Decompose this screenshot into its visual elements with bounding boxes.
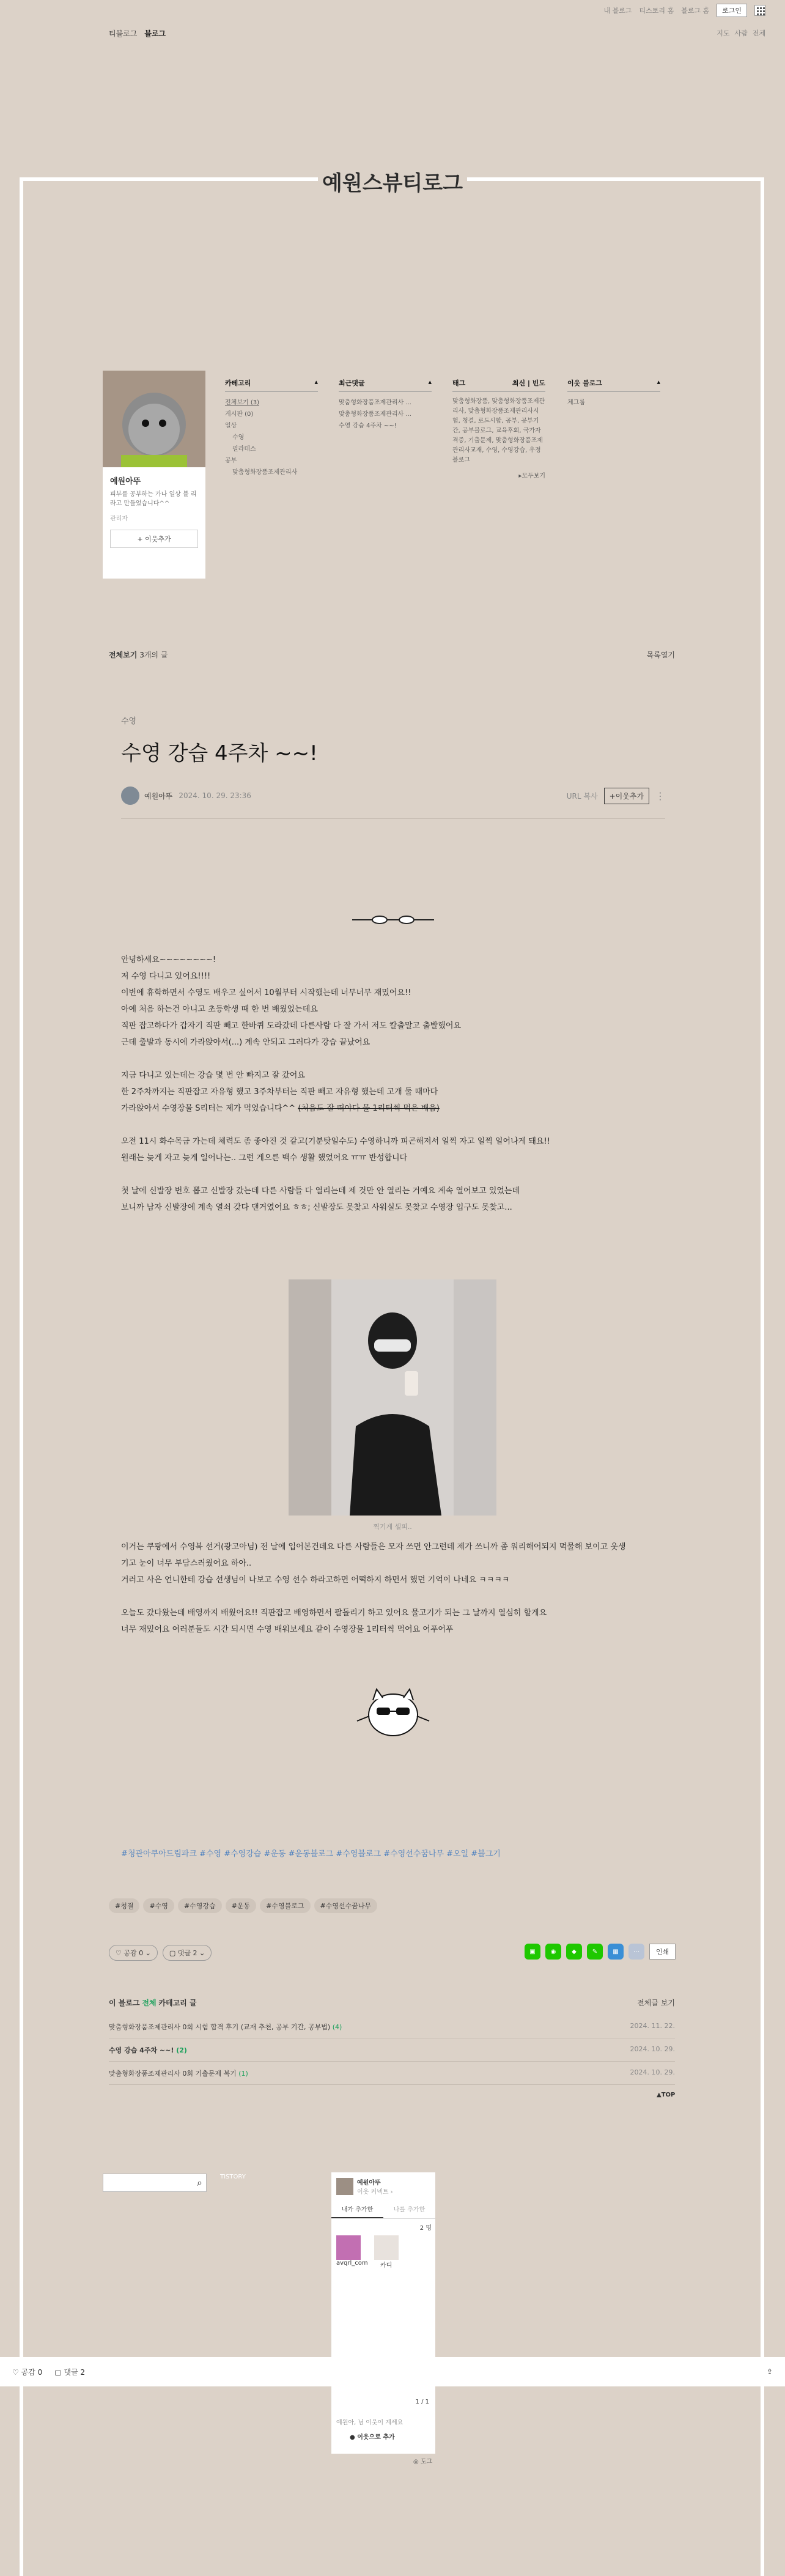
search-icon[interactable]: ⌕ — [197, 2177, 202, 2188]
related-header — [109, 1997, 675, 2008]
tag-cloud[interactable]: 맞춤형화장품, 맞춤형화장품조제관리사, 맞춤형화장품조제관리사시험, 청결, 로드시합, 공부, 공부기간, 공부블로그, 교육후회, 국가자격증, 기출문제, 맞춤형화장품조제관리사교재, 수영, 수영강습, 우정블로그 — [452, 398, 545, 464]
gnb-people[interactable]: 사람 — [734, 29, 748, 37]
comment-button[interactable]: ▢ 댓글 2 ⌄ — [163, 1945, 212, 1961]
panel-add-label: 이웃으로 추가 — [357, 2434, 395, 2441]
gnb-link-my-blog[interactable]: 내 블로그 — [603, 7, 632, 15]
category-widget — [225, 378, 318, 478]
post-paragraph: 지금 다니고 있는데는 강습 몇 번 안 빠지고 잘 갔어요 — [121, 1071, 305, 1080]
post-paragraph — [121, 1117, 665, 1133]
related-row-date: 2024. 10. 29. — [630, 2068, 675, 2076]
post-paragraph — [121, 1166, 665, 1183]
profile-admin-link[interactable]: 관리자 — [110, 516, 128, 522]
share-cafe-icon[interactable]: ◉ — [545, 1944, 561, 1960]
panel-pagination[interactable]: 1 / 1 — [415, 2399, 429, 2405]
more-menu-icon[interactable]: ⋮ — [655, 790, 665, 802]
post-list-header — [109, 650, 675, 660]
gnb-all[interactable]: 전체 — [752, 29, 765, 37]
related-row-title[interactable]: 맞춤형화장품조제관리사 0회 기출문제 복기 — [109, 2070, 237, 2078]
recent-item[interactable]: 맞춤형화장품조제관리사 ... — [339, 399, 411, 406]
comment-icon: ▢ — [54, 2367, 62, 2377]
post-date: 2024. 10. 29. 23:36 — [179, 791, 251, 800]
category-item[interactable]: 공부 — [225, 457, 237, 464]
panel-name[interactable]: 예원아뚜 — [357, 2180, 381, 2186]
post-paragraph: 오늘도 갔다왔는데 배영까지 배웠어요!! 직판잡고 배영하면서 팔돌리기 하고 있어요 물고기가 되는 그 날까지 열심히 할게요 — [121, 1608, 547, 1618]
tag-sort[interactable]: 최신 | 빈도 — [512, 379, 545, 387]
comment-icon: ▢ — [169, 1949, 176, 1957]
post-paragraph: 가라앉아서 수영장물 S리터는 제가 먹었습니다^^ — [121, 1104, 296, 1113]
recent-comments-widget — [339, 378, 432, 432]
post-paragraph: 이번에 휴학하면서 수영도 배우고 싶어서 10월부터 시작했는데 너무너무 재밌어요!! — [121, 988, 411, 997]
post-paragraph: 저 수영 다니고 있어요!!!! — [121, 972, 211, 981]
category-item[interactable]: 전체보기 (3) — [225, 399, 259, 406]
bottom-comment-button[interactable] — [54, 2367, 85, 2377]
share-band-icon[interactable]: ▣ — [525, 1944, 540, 1960]
neighbor-thumb[interactable] — [336, 2235, 361, 2260]
category-item[interactable]: 일상 — [225, 423, 237, 429]
neighbor-panel — [331, 2172, 435, 2454]
related-row-count: (2) — [176, 2046, 187, 2054]
related-row-date: 2024. 11. 22. — [630, 2022, 675, 2030]
blog-title[interactable]: 예원스뷰티로그 — [322, 171, 463, 196]
search-box[interactable] — [103, 2174, 207, 2192]
category-item[interactable]: 맞춤형화장품조제관리사 — [232, 469, 298, 476]
url-copy-button[interactable]: URL 복사 — [566, 791, 598, 801]
related-all-link[interactable]: 전체글 보기 — [637, 1999, 675, 2007]
post-paragraph: 너무 재밌어요 여러분들도 시간 되시면 수영 배워보세요 같이 수영장물 1리터씩 먹어요 어푸어푸 — [121, 1625, 454, 1634]
author-row — [121, 786, 665, 805]
panel-count: 2 명 — [419, 2225, 432, 2232]
related-row[interactable] — [109, 2039, 675, 2062]
tag-more-link[interactable]: ▸모두보기 — [518, 473, 545, 479]
post-header-divider — [121, 818, 665, 819]
related-title-suffix: 카테고리 글 — [158, 1999, 197, 2007]
post-paragraph: 첫 날에 신발장 번호 뽑고 신발장 갔는데 다른 사람들 다 열리는데 제 것만 안 열리는 거예요 계속 열어보고 있었는데 — [121, 1186, 520, 1196]
collapse-icon[interactable]: ▴ — [314, 378, 318, 386]
gnb-left — [109, 28, 166, 39]
tag-chip[interactable]: #수영강습 — [178, 1898, 222, 1913]
footer-extra: ◎ 도그 — [413, 2459, 433, 2465]
share-more-icon[interactable]: ⋯ — [628, 1944, 644, 1960]
category-item[interactable]: 게시판 (0) — [225, 411, 254, 418]
panel-avatar[interactable] — [336, 2178, 353, 2195]
panel-tab-added[interactable]: 내가 추가한 — [331, 2200, 383, 2218]
post-paragraph: 보니까 남자 신발장에 계속 열쇠 갖다 댄거였어요 ㅎㅎ; 신발장도 못찾고 사워실도 못찾고 수영장 입구도 못찾고... — [121, 1203, 512, 1212]
panel-sub[interactable]: 이웃 커넥트 › — [357, 2189, 393, 2196]
list-all: 전체보기 — [109, 651, 138, 659]
post-paragraph: 오전 11시 화수목금 가는데 체력도 좀 좋아진 것 같고(기분탓일수도) 수영하니까 피곤해져서 일찍 자고 일찍 일어나게 돼요!! — [121, 1137, 550, 1146]
gnb-link-tistory[interactable]: 티스토리 홈 — [639, 7, 674, 15]
photo-caption: 찍기게 셀피.. — [373, 1523, 412, 1531]
post-paragraph: 직판 잡고하다가 갑자기 직판 빼고 한바퀴 도라갔데 다른사람 다 잘 가서 저도 칼출말고 출발했어요 — [121, 1021, 462, 1031]
post-paragraph: 원래는 늦게 자고 늦게 일어나는.. 그런 게으른 백수 생활 했었어요 ㅠㅠ 반성합니다 — [121, 1153, 408, 1163]
gnb-tab-blog[interactable]: 블로그 — [144, 29, 166, 38]
bottom-like-count: 공감 0 — [21, 2367, 43, 2377]
category-item[interactable]: 필라테스 — [232, 446, 256, 453]
decorative-divider-icon — [352, 915, 434, 925]
category-title: 카테고리 — [225, 379, 251, 387]
post-body-2 — [121, 1539, 665, 1638]
related-row-count: (4) — [332, 2023, 342, 2031]
list-count: 3개의 글 — [139, 651, 168, 659]
recent-title: 최근댓글 — [339, 379, 365, 387]
bottom-comment-count: 댓글 2 — [64, 2367, 86, 2377]
share-keep-icon[interactable]: ◆ — [566, 1944, 582, 1960]
footer-logo[interactable]: TISTORY — [220, 2174, 246, 2180]
mirror-selfie-image — [289, 1279, 496, 1516]
neighbor-name[interactable]: 카디 — [380, 2262, 392, 2269]
share-blog-icon[interactable]: ▦ — [608, 1944, 624, 1960]
profile-image[interactable] — [103, 371, 205, 467]
profile-card — [103, 371, 205, 579]
bottom-action-bar — [0, 2357, 785, 2386]
neighbor-widget — [567, 378, 660, 409]
tag-chips — [109, 1898, 377, 1913]
list-open-button[interactable]: 목록열기 — [646, 651, 675, 659]
post-category[interactable]: 수영 — [121, 717, 137, 726]
post-paragraph: 한 2주차까지는 직판잡고 자유형 했고 3주차부터는 직판 빼고 자유형 했는데 고개 둘 때마다 — [121, 1087, 438, 1097]
neighbor-title: 이웃 블로그 — [567, 379, 602, 387]
neighbor-item[interactable]: 체그룹 — [567, 399, 585, 406]
collapse-icon[interactable]: ▴ — [657, 378, 660, 386]
subscribe-button[interactable]: +이웃추가 — [604, 788, 649, 804]
bottom-like-button[interactable] — [12, 2367, 42, 2377]
share-icon[interactable]: ⇪ — [766, 2367, 773, 2376]
neighbor-thumb[interactable] — [374, 2235, 399, 2260]
profile-follow-button[interactable]: + 이웃추가 — [110, 530, 198, 548]
tag-title: 태그 — [452, 379, 466, 387]
gnb-right — [717, 28, 765, 38]
gnb-link-blog-home[interactable]: 블로그 홈 — [681, 7, 710, 15]
related-row-date: 2024. 10. 29. — [630, 2045, 675, 2053]
tag-widget — [452, 378, 545, 479]
post-paragraph: 안녕하세요~~~~~~~~! — [121, 955, 216, 964]
profile-desc: 피부를 공부하는 가나 일상 블 리라고 만들었습니다^^ — [110, 491, 197, 507]
panel-add-button[interactable]: ● 이웃으로 추가 — [350, 2434, 395, 2441]
tag-chip[interactable]: #수영블로그 — [260, 1898, 310, 1913]
author-avatar[interactable] — [121, 786, 139, 805]
comment-count: 댓글 2 — [177, 1949, 197, 1957]
recent-item[interactable]: 맞춤형화장품조제관리사 ... — [339, 411, 411, 418]
post-paragraph: 기고 눈이 너무 부담스러웠어요 하아.. — [121, 1559, 252, 1568]
gnb-top — [603, 4, 765, 17]
strike-text: (처음도 잘 떠야다 물 1리터씩 먹은 배음) — [298, 1104, 440, 1113]
related-title-category: 전체 — [142, 1999, 157, 2007]
related-row-title[interactable]: 맞춤형화장품조제관리사 0회 시험 합격 후기 (교재 추천, 공부 기간, 공부법) — [109, 2023, 331, 2031]
tag-chip[interactable]: #운동 — [226, 1898, 256, 1913]
cat-sunglasses-sticker-icon — [348, 1678, 438, 1745]
related-row[interactable] — [109, 2062, 675, 2085]
post-paragraph: 근데 출발과 동시에 가라앉아서(...) 계속 안되고 그러다가 강습 끝났어요 — [121, 1038, 370, 1047]
panel-foot-text: 예원아, 님 이웃이 계세요 — [336, 2419, 404, 2426]
print-button[interactable]: 인쇄 — [649, 1944, 676, 1960]
recent-item[interactable]: 수영 강습 4주차 ~~! — [339, 423, 397, 429]
tag-chip[interactable]: #청결 — [109, 1898, 139, 1913]
author-name[interactable]: 예원아뚜 — [144, 791, 173, 801]
post-hashtags[interactable]: #청관아쿠아드림파크 #수영 #수영강습 #운동 #운동블로그 #수영블로그 #수영선수꿈나무 #오일 #블그기 — [121, 1849, 501, 1859]
related-title-prefix: 이 블로그 — [109, 1999, 140, 2007]
tag-chip[interactable]: #수영 — [143, 1898, 174, 1913]
share-memo-icon[interactable]: ✎ — [587, 1944, 603, 1960]
tag-chip[interactable]: #수영선수꿈나무 — [314, 1898, 378, 1913]
reaction-bar — [109, 1945, 212, 1961]
neighbor-name[interactable]: avqrl_com — [336, 2260, 368, 2267]
post-paragraph: 이거는 쿠팡에서 수영복 선거(광고아님) 전 날에 입어본건데요 다른 사람들은 모자 쓰면 안그런데 제가 쓰니까 좀 워리해어되지 먹물해 보이고 웃생 — [121, 1542, 626, 1552]
login-button[interactable]: 로그인 — [717, 4, 747, 17]
related-row-title[interactable]: 수영 강습 4주차 ~~! — [109, 2046, 174, 2054]
profile-character-icon — [103, 371, 205, 467]
collapse-icon[interactable]: ▴ — [428, 378, 432, 386]
post-body-1 — [121, 952, 665, 1216]
like-button[interactable]: ♡ 공감 0 ⌄ — [109, 1945, 158, 1961]
related-row-count: (1) — [238, 2070, 248, 2078]
post-paragraph — [121, 1051, 665, 1067]
post-paragraph: 아예 처음 하는건 아니고 초등학생 때 한 번 배웠었는데요 — [121, 1005, 318, 1014]
category-item[interactable]: 수영 — [232, 434, 245, 441]
like-count: 공감 0 — [123, 1949, 144, 1957]
app-grid-icon[interactable] — [754, 5, 765, 16]
panel-tab-followers[interactable]: 나를 추가한 — [393, 2207, 426, 2213]
heart-icon: ♡ — [116, 1949, 122, 1957]
related-row[interactable] — [109, 2016, 675, 2038]
post-paragraph — [121, 1588, 665, 1605]
heart-icon: ♡ — [12, 2367, 19, 2377]
post-photo[interactable] — [289, 1279, 496, 1516]
share-bar — [525, 1944, 676, 1960]
post-paragraph: 거러고 사은 언니한테 강습 선생님이 나보고 수영 선수 하라고하면 어떡하지 하면서 했던 기억이 나네요 ㅋㅋㅋㅋ — [121, 1575, 510, 1585]
post-title: 수영 강습 4주차 ~~! — [121, 741, 318, 766]
top-link[interactable]: ▲TOP — [657, 2092, 676, 2098]
profile-name: 예원아뚜 — [110, 477, 141, 486]
gnb-tab-tblog[interactable]: 티블로그 — [109, 29, 138, 38]
gnb-map[interactable]: 지도 — [717, 29, 730, 37]
